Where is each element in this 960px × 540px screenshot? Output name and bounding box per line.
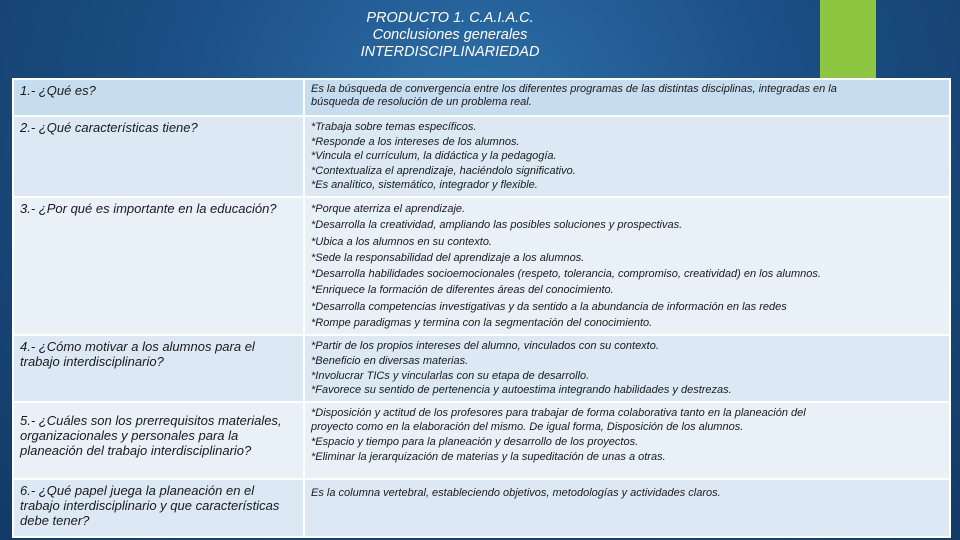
answer-line: Es la columna vertebral, estableciendo objetivos, metodologías y actividades claros. (311, 486, 721, 499)
answer-line: *Enriquece la formación de diferentes áreas del conocimiento. (311, 284, 614, 297)
answer-line: búsqueda de resolución de un problema real. (311, 96, 532, 108)
question-cell: 5.- ¿Cuáles son los prerrequisitos materiales, organizacionales y personales para la planeación del trabajo interdisciplinario? (13, 402, 304, 479)
question-cell: 3.- ¿Por qué es importante en la educación? (13, 197, 304, 335)
table-row (13, 116, 950, 197)
answer-line: *Es analítico, sistemático, integrador y flexible. (311, 179, 538, 192)
table-row (13, 479, 950, 537)
slide-title (300, 10, 600, 61)
title-line-2: Conclusiones generales (372, 27, 528, 43)
answer-line: *Trabaja sobre temas específicos. (311, 121, 477, 133)
answer-line: *Beneficio en diversas materias. (311, 354, 469, 367)
answer-cell (304, 335, 950, 401)
answer-line: *Ubica a los alumnos en su contexto. (311, 235, 492, 248)
answer-cell (304, 116, 950, 197)
answer-cell (304, 197, 950, 335)
answer-cell (304, 79, 950, 116)
conclusions-table (12, 78, 951, 538)
answer-line: *Vincula el currículum, la didáctica y la pedagogía. (311, 150, 557, 163)
answer-line: *Disposición y actitud de los profesores para trabajar de forma colaborativa tanto en la planeación del (311, 406, 806, 419)
answer-line: *Sede la responsabilidad del aprendizaje a los alumnos. (311, 251, 585, 264)
answer-line: *Contextualiza el aprendizaje, haciéndolo significativo. (311, 164, 576, 177)
answer-line: *Involucrar TICs y vincularlas con su etapa de desarrollo. (311, 369, 590, 382)
table-row (13, 197, 950, 335)
green-accent-bar (820, 0, 876, 78)
question-cell: 6.- ¿Qué papel juega la planeación en el trabajo interdisciplinario y que características debe tener? (13, 479, 304, 537)
title-line-3: INTERDISCIPLINARIEDAD (360, 44, 540, 60)
answer-line: *Rompe paradigmas y termina con la segmentación del conocimiento. (311, 317, 653, 330)
answer-line: *Favorece su sentido de pertenencia y autoestima integrando habilidades y destrezas. (311, 384, 732, 397)
question-cell: 4.- ¿Cómo motivar a los alumnos para el trabajo interdisciplinario? (13, 335, 304, 401)
table-row (13, 402, 950, 479)
answer-line: *Responde a los intereses de los alumnos. (311, 135, 520, 148)
answer-line: *Espacio y tiempo para la planeación y desarrollo de los proyectos. (311, 435, 639, 448)
answer-line: proyecto como en la elaboración del mismo. De igual forma, Disposición de los alumnos. (311, 421, 744, 434)
answer-line: Es la búsqueda de convergencia entre los diferentes programas de las distintas disciplinas, integradas en la (311, 83, 837, 95)
answer-line: *Desarrolla competencias investigativas y da sentido a la abundancia de información en las redes (311, 300, 787, 313)
question-cell: 2.- ¿Qué características tiene? (13, 116, 304, 197)
answer-cell (304, 479, 950, 537)
answer-line: *Porque aterriza el aprendizaje. (311, 202, 466, 215)
answer-line: *Desarrolla la creatividad, ampliando las posibles soluciones y prospectivas. (311, 219, 683, 232)
answer-line: *Eliminar la jerarquización de materias y la supeditación de unas a otras. (311, 450, 666, 463)
answer-cell (304, 402, 950, 479)
title-line-1: PRODUCTO 1. C.A.I.A.C. (366, 10, 534, 26)
table-row (13, 335, 950, 401)
answer-line: *Desarrolla habilidades socioemocionales (respeto, tolerancia, compromiso, creatividad) en los alumnos. (311, 268, 821, 281)
question-cell: 1.- ¿Qué es? (13, 79, 304, 116)
table-row (13, 79, 950, 116)
answer-line: *Partir de los propios intereses del alumno, vinculados con su contexto. (311, 340, 659, 353)
